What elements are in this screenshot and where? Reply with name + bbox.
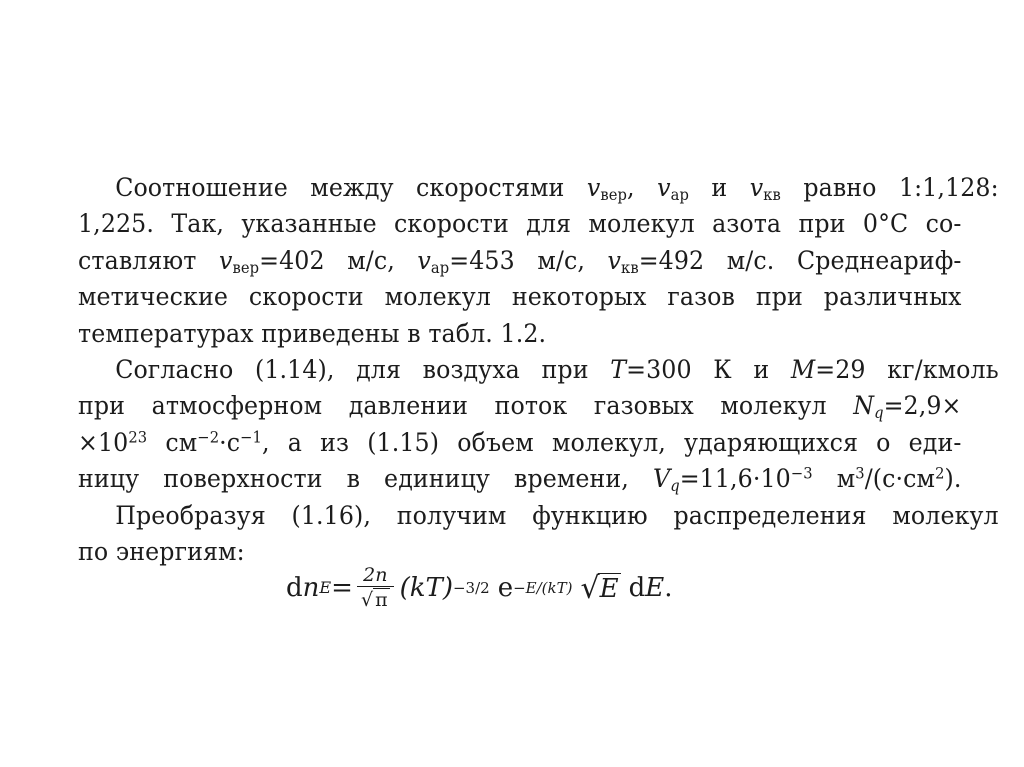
text-run: равно 1:1,128: (780, 173, 999, 203)
formula-period: . (664, 573, 673, 603)
subscript: q (670, 476, 680, 496)
text-line (78, 243, 962, 279)
formula-e: e (497, 573, 514, 603)
text-run: =402 м/с, (259, 245, 418, 276)
text-line (78, 461, 962, 497)
text-line (78, 388, 962, 424)
text-line (78, 170, 999, 206)
var-V: V (652, 464, 671, 495)
fraction-denominator (357, 587, 394, 613)
formula-equals: = (331, 573, 353, 603)
sqrt-icon: √ (580, 570, 600, 606)
subscript: вер (600, 184, 628, 204)
formula-kT: (kT) (399, 573, 453, 603)
var-T: T (610, 355, 627, 386)
superscript: −2 (197, 427, 220, 447)
text-run: Соотношение между скоростями (115, 173, 587, 203)
text-run: и (688, 173, 750, 203)
formula-d: d (286, 573, 303, 603)
subscript: кв (763, 184, 781, 204)
var-M: M (790, 355, 816, 386)
sqrt-body: E (599, 573, 619, 604)
text-line: Преобразуя (1.16), получим функцию распределения молекул (115, 500, 999, 531)
subscript: q (874, 403, 884, 423)
text-run: ставляют (78, 245, 219, 276)
text-line: 1,225. Так, указанные скорости для молекул азота при 0°С со- (78, 209, 962, 240)
superscript: 2 (935, 463, 945, 483)
subscript: ар (430, 257, 450, 277)
text-run: =492 м/с. Среднеариф- (638, 245, 962, 276)
superscript: 3 (855, 463, 865, 483)
formula-d: d (628, 573, 646, 603)
subscript: ар (670, 184, 689, 204)
text-run: ×10 (78, 427, 129, 458)
energy-distribution-formula: d n E = $\frac{2n}{√ \pi}$ (kT) −3/2 e −E/(kT) √ E d E . (286, 563, 673, 611)
text-run: см (147, 427, 198, 458)
fraction-numerator: 2n (363, 563, 388, 586)
text-run: =2,9× (883, 391, 962, 422)
text-line: по энергиям: (78, 537, 245, 568)
var-v: v (218, 245, 233, 276)
text-run: =453 м/с, (449, 245, 608, 276)
var-v: v (657, 173, 671, 203)
text-run: ницу поверхности в единицу времени, (78, 464, 653, 495)
text-run: =300 К и (626, 355, 791, 386)
text-line (78, 425, 962, 461)
sqrt-body: π (375, 588, 388, 611)
text-run: ·с (219, 427, 241, 458)
var-v: v (607, 245, 622, 276)
superscript: −1 (240, 427, 263, 447)
exponent: −3/2 (452, 579, 490, 597)
text-run: =29 кг/кмоль (815, 355, 999, 386)
text-line (78, 352, 999, 388)
text-run: Согласно (1.14), для воздуха при (115, 355, 611, 386)
subscript: вер (232, 257, 260, 277)
sqrt-icon: √ (360, 588, 374, 611)
text-run: , а из (1.15) объем молекул, ударяющихся о еди- (262, 427, 962, 458)
superscript: 23 (128, 427, 148, 447)
text-run: /(с·см (864, 464, 936, 495)
var-N: N (853, 391, 875, 422)
fraction (357, 564, 394, 613)
superscript: −3 (790, 463, 813, 483)
text-line: метические скорости молекул некоторых газов при различных (78, 282, 962, 313)
exponent: −E/(kT) (513, 579, 573, 597)
text-line: температурах приведены в табл. 1.2. (78, 318, 547, 349)
subscript: кв (621, 257, 639, 277)
var-v: v (586, 173, 601, 203)
text-run: м (812, 464, 856, 495)
text-run: , (627, 173, 658, 203)
formula-E: E (645, 573, 665, 603)
var-v: v (749, 173, 764, 203)
var-v: v (417, 245, 431, 276)
text-run: =11,6·10 (679, 464, 791, 495)
text-run: при атмосферном давлении поток газовых молекул (78, 391, 854, 422)
formula-n: n (302, 573, 320, 603)
text-run: ). (944, 464, 962, 495)
